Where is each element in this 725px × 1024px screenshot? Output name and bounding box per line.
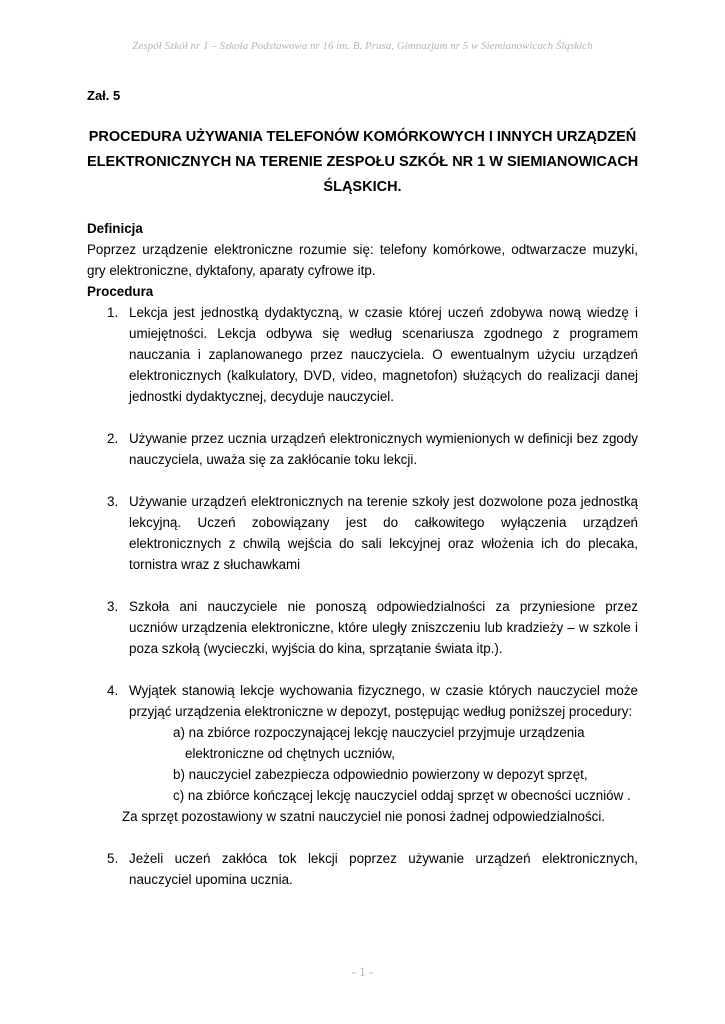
list-item-number: 3.: [107, 599, 119, 614]
page-header: Zespół Szkół nr 1 – Szkoła Podstawowa nr 16 im. B. Prusa, Gimnazjum nr 5 w Siemianowicach Śląskich: [132, 40, 593, 52]
title-line-1: PROCEDURA UŻYWANIA TELEFONÓW KOMÓRKOWYCH I INNYCH URZĄDZEŃ: [88, 129, 637, 145]
list-item: [87, 848, 638, 890]
list-item-text: Używanie przez ucznia urządzeń elektronicznych wymienionych w definicji bez zgody nauczyciela, uważa się za zakłócanie toku lekcji.: [129, 431, 638, 467]
definition-text: Poprzez urządzenie elektroniczne rozumie się: telefony komórkowe, odtwarzacze muzyki, gry elektroniczne, dyktafony, aparaty cyfrowe itp.: [87, 242, 638, 278]
list-item-number: 2.: [107, 431, 119, 446]
title-line-3: ŚLĄSKICH.: [323, 179, 402, 195]
list-item-text: Wyjątek stanowią lekcje wychowania fizycznego, w czasie których nauczyciel może przyjąć urządzenia elektroniczne w depozyt, postępując według poniższej procedury:: [129, 683, 638, 719]
list-item-text: Jeżeli uczeń zakłóca tok lekcji poprzez używanie urządzeń elektronicznych, nauczyciel upomina ucznia.: [129, 851, 638, 887]
page-number: - 1 -: [351, 964, 374, 979]
list-item-text: Szkoła ani nauczyciele nie ponoszą odpowiedzialności za przyniesione przez uczniów urządzenia elektroniczne, które uległy zniszczeniu lub kradzieży – w szkole i poza szkołą (wycieczki, wyjścia do kina, sprzątanie świata itp.).: [129, 599, 638, 656]
document-title: [87, 125, 638, 200]
list-item: [87, 302, 638, 407]
subitem-b: b) nauczyciel zabezpiecza odpowiednio powierzony w depozyt sprzęt,: [173, 767, 588, 782]
subitem-a-continued: elektroniczne od chętnych uczniów,: [185, 746, 395, 761]
title-line-2: ELEKTRONICZNYCH NA TERENIE ZESPOŁU SZKÓŁ NR 1 W SIEMIANOWICACH: [87, 154, 639, 170]
definition-heading: Definicja: [87, 221, 143, 236]
list-item: [87, 428, 638, 470]
deposit-note: Za sprzęt pozostawiony w szatni nauczyciel nie ponosi żadnej odpowiedzialności.: [122, 809, 606, 824]
list-item-text: Używanie urządzeń elektronicznych na terenie szkoły jest dozwolone poza jednostką lekcyjną. Uczeń zobowiązany jest do całkowitego wyłączenia urządzeń elektronicznych z chwilą wejścia do sali lekcyjnej oraz włożenia ich do plecaka, tornistra wraz z słuchawkami: [129, 494, 638, 572]
document-body: [87, 218, 638, 890]
list-item-number: 4.: [107, 683, 119, 698]
subitem-a: a) na zbiórce rozpoczynającej lekcję nauczyciel przyjmuje urządzenia: [173, 725, 585, 740]
list-item: [87, 680, 638, 722]
list-item-number: 3.: [107, 494, 119, 509]
procedure-heading: Procedura: [87, 284, 154, 299]
subitem-c: c) na zbiórce kończącej lekcję nauczyciel oddaj sprzęt w obecności uczniów .: [173, 788, 631, 803]
list-item-number: 5.: [107, 851, 119, 866]
list-item-text: Lekcja jest jednostką dydaktyczną, w czasie której uczeń zdobywa nową wiedzę i umiejętności. Lekcja odbywa się według scenariusza zgodnego z programem nauczania i zaplanowanego przez nauczyciela. O ewentualnym użyciu urządzeń elektronicznych (kalkulatory, DVD, video, magnetofon) służących do realizacji danej jednostki dydaktycznej, decyduje nauczyciel.: [129, 305, 638, 404]
list-item-number: 1.: [107, 305, 119, 320]
attachment-label: Zał. 5: [87, 88, 121, 103]
list-item: [87, 491, 638, 575]
list-item: [87, 596, 638, 659]
